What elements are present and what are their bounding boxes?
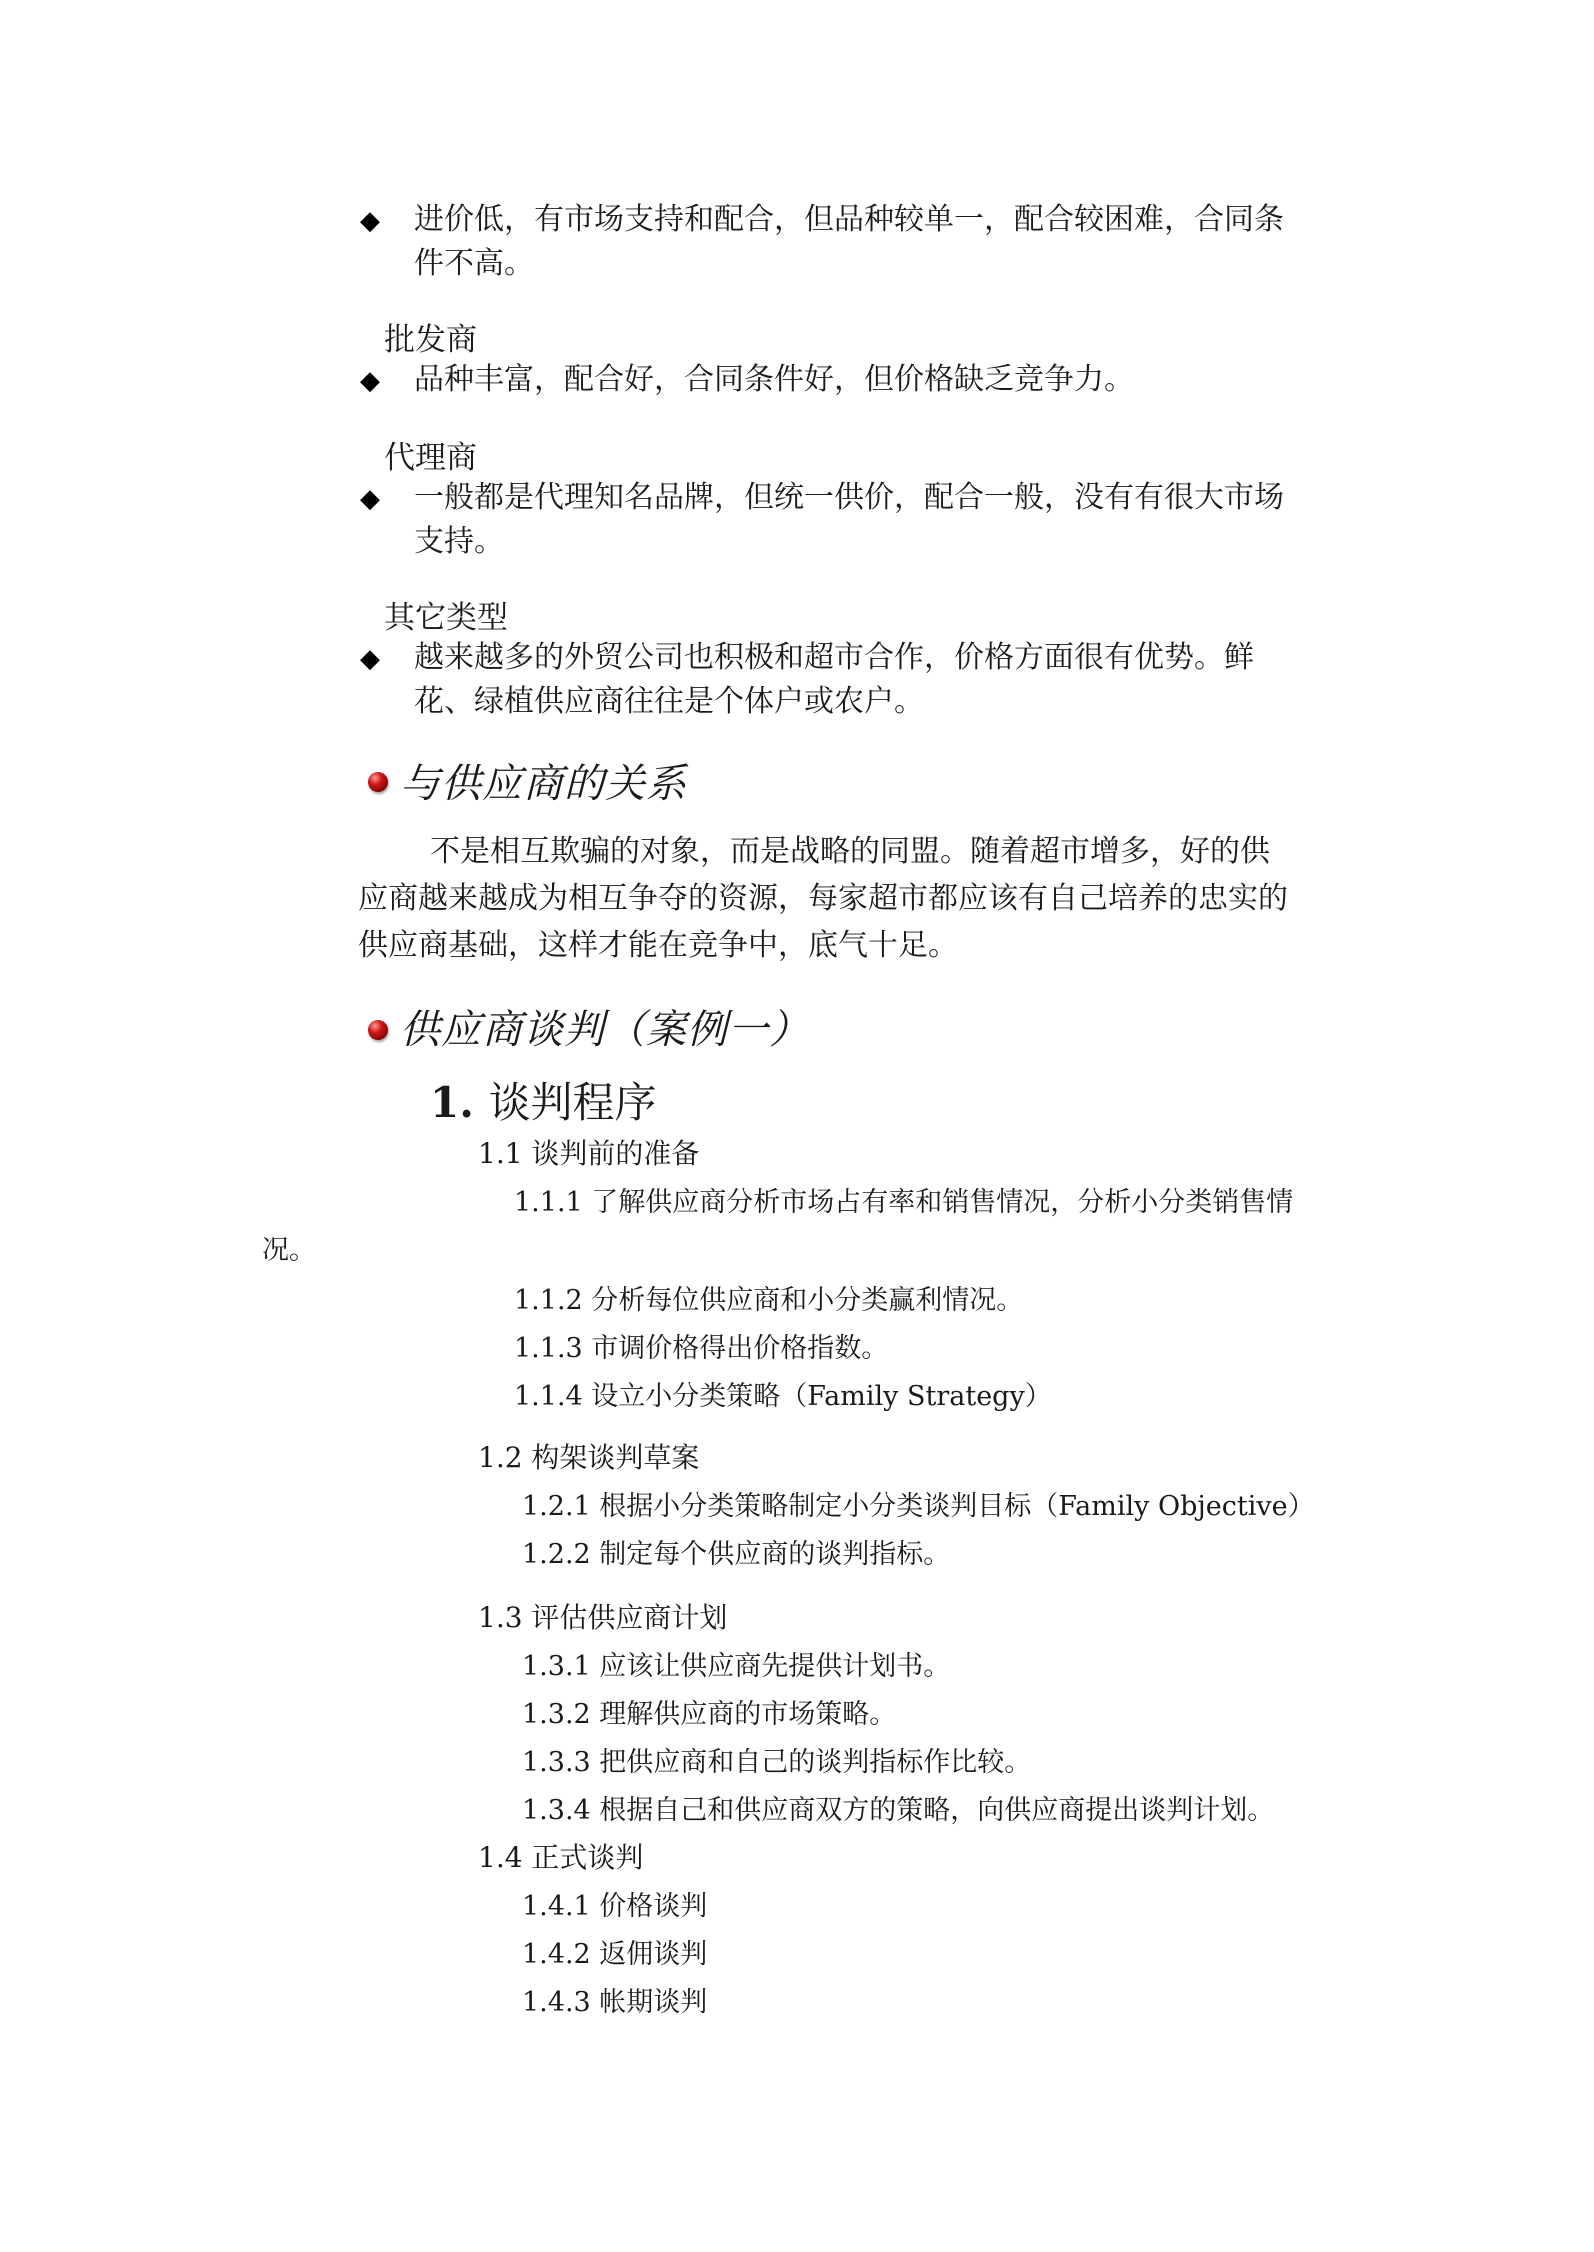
bullet-text-cont: 件不高。 — [414, 246, 534, 281]
numbered-heading — [430, 1070, 657, 1130]
bullet-text: 一般都是代理知名品牌，但统一供价，配合一般，没有有很大市场 — [414, 480, 1284, 515]
subsection-1-3: 1.3 评估供应商计划 — [478, 1601, 728, 1634]
subheading-wholesaler: 批发商 — [384, 322, 477, 358]
item-1-3-4: 1.3.4 根据自己和供应商双方的策略，向供应商提出谈判计划。 — [522, 1795, 1275, 1826]
item-1-1-4: 1.1.4 设立小分类策略（Family Strategy） — [514, 1381, 1052, 1412]
paragraph-line: 不是相互欺骗的对象，而是战略的同盟。随着超市增多，好的供 — [430, 834, 1270, 869]
item-1-3-1: 1.3.1 应该让供应商先提供计划书。 — [522, 1651, 951, 1682]
subsection-1-2: 1.2 构架谈判草案 — [478, 1441, 700, 1474]
item-1-1-3: 1.1.3 市调价格得出价格指数。 — [514, 1333, 889, 1364]
item-1-2-2: 1.2.2 制定每个供应商的谈判指标。 — [522, 1539, 951, 1570]
bullet-text: 越来越多的外贸公司也积极和超市合作，价格方面很有优势。鲜 — [414, 640, 1254, 675]
section-heading-negotiation: 供应商谈判（案例一） — [400, 1007, 810, 1053]
item-1-3-2: 1.3.2 理解供应商的市场策略。 — [522, 1699, 897, 1730]
diamond-bullet-icon: ◆ — [360, 644, 380, 674]
red-ball-icon — [368, 772, 388, 792]
heading-title: 谈判程序 — [488, 1078, 657, 1127]
subheading-other: 其它类型 — [384, 600, 508, 636]
subsection-1-1: 1.1 谈判前的准备 — [478, 1137, 700, 1170]
paragraph-line: 应商越来越成为相互争夺的资源，每家超市都应该有自己培养的忠实的 — [358, 881, 1288, 916]
item-1-1-1: 1.1.1 了解供应商分析市场占有率和销售情况，分析小分类销售情 — [514, 1187, 1294, 1218]
diamond-bullet-icon: ◆ — [360, 366, 380, 396]
subsection-1-4: 1.4 正式谈判 — [478, 1841, 644, 1874]
paragraph-line: 供应商基础，这样才能在竞争中，底气十足。 — [358, 928, 958, 963]
bullet-text-cont: 支持。 — [414, 524, 504, 559]
item-1-1-2: 1.1.2 分析每位供应商和小分类赢利情况。 — [514, 1285, 1024, 1316]
item-1-4-3: 1.4.3 帐期谈判 — [522, 1987, 708, 2018]
item-1-1-1-cont: 况。 — [262, 1235, 316, 1266]
bullet-text: 进价低，有市场支持和配合，但品种较单一，配合较困难，合同条 — [414, 202, 1284, 237]
bullet-text-cont: 花、绿植供应商往往是个体户或农户。 — [414, 684, 924, 719]
red-ball-icon — [368, 1020, 388, 1040]
section-heading-relation: 与供应商的关系 — [400, 761, 687, 807]
diamond-bullet-icon: ◆ — [360, 206, 380, 236]
item-1-4-1: 1.4.1 价格谈判 — [522, 1891, 708, 1922]
bullet-text: 品种丰富，配合好，合同条件好，但价格缺乏竞争力。 — [414, 362, 1134, 397]
diamond-bullet-icon: ◆ — [360, 484, 380, 514]
heading-number: 1. — [430, 1078, 474, 1127]
item-1-3-3: 1.3.3 把供应商和自己的谈判指标作比较。 — [522, 1747, 1032, 1778]
subheading-agent: 代理商 — [384, 440, 477, 476]
item-1-4-2: 1.4.2 返佣谈判 — [522, 1939, 708, 1970]
item-1-2-1: 1.2.1 根据小分类策略制定小分类谈判目标（Family Objective） — [522, 1491, 1315, 1522]
